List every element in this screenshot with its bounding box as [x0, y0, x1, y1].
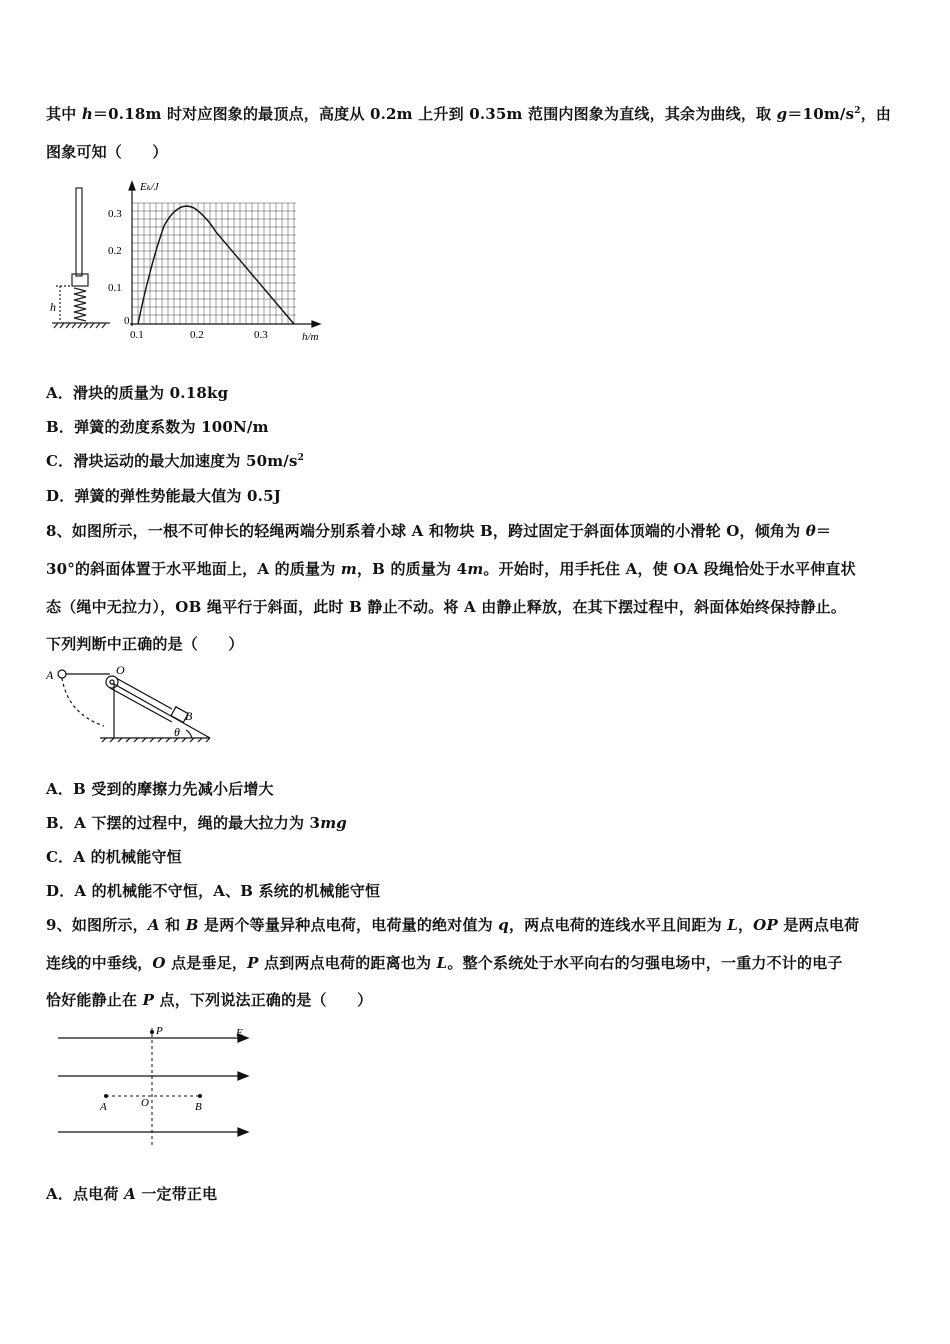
ek-grid	[132, 203, 296, 324]
q9-stem-line-1: 9、如图所示，A 和 B 是两个等量异种点电荷，电荷量的绝对值为 q，两点电荷的连线水平且间距为 L，OP 是两点电荷	[46, 916, 860, 934]
ball-a	[58, 670, 66, 678]
q9-stem-line-3: 恰好能静止在 P 点，下列说法正确的是（ ）	[46, 991, 373, 1009]
q7-stem-line-1: 其中 h＝0.18m 时对应图象的最顶点，高度从 0.2m 上升到 0.35m 范围内图象为直线，其余为曲线，取 $g=10m/s^2$，由	[46, 105, 892, 123]
y-tick: 0	[124, 315, 130, 327]
charge-b	[198, 1094, 202, 1098]
q8-option-a: A．B 受到的摩擦力先减小后增大	[46, 780, 274, 798]
q9-stem-line-2: 连线的中垂线，O 点是垂足，P 点到两点电荷的距离也为 L。整个系统处于水平向右的匀强电场中，一重力不计的电子	[46, 954, 843, 972]
q8-stem-line-2: 30°的斜面体置于水平地面上，A 的质量为 m，B 的质量为 4m。开始时，用手托住 A，使 OA 段绳恰处于水平伸直状	[46, 560, 856, 578]
rope-ob	[116, 678, 172, 709]
q9-option-a: A．点电荷 A 一定带正电	[46, 1185, 218, 1203]
incline	[114, 684, 210, 738]
q7-option-d: D．弹簧的弹性势能最大值为 0.5J	[46, 487, 282, 505]
label-e: E	[236, 1027, 243, 1039]
q8-option-c: C．A 的机械能守恒	[46, 848, 182, 866]
q7-option-b: B．弹簧的劲度系数为 100N/m	[46, 418, 269, 436]
y-tick: 0.1	[108, 282, 122, 294]
q8-figure	[44, 662, 224, 752]
q7-option-c: C．滑块运动的最大加速度为 $50m/s^2$	[46, 452, 305, 470]
x-tick: 0.1	[130, 329, 144, 341]
label-b: B	[185, 709, 193, 723]
charge-a	[104, 1094, 108, 1098]
q7-option-a: A．滑块的质量为 0.18kg	[46, 384, 229, 402]
q8-stem-line-1: 8、如图所示，一根不可伸长的轻绳两端分别系着小球 A 和物块 B，跨过固定于斜面体顶端的小滑轮 O，倾角为 θ＝	[46, 522, 832, 540]
x-tick: 0.3	[254, 329, 268, 341]
q7-stem-line-2: 图象可知（ ）	[46, 143, 168, 161]
q8-option-d: D．A 的机械能不守恒，A、B 系统的机械能守恒	[46, 882, 381, 900]
spring-apparatus	[52, 188, 110, 328]
q7-figure	[46, 176, 336, 352]
q8-stem-line-4: 下列判断中正确的是（ ）	[46, 635, 244, 653]
point-p	[150, 1030, 154, 1034]
ek-axes	[129, 182, 320, 327]
y-tick: 0.2	[108, 245, 122, 257]
label-o: O	[141, 1097, 149, 1109]
label-a: A	[46, 668, 54, 682]
label-a: A	[100, 1101, 107, 1113]
x-tick: 0.2	[190, 329, 204, 341]
label-b: B	[195, 1101, 202, 1113]
label-p: P	[156, 1025, 163, 1037]
label-theta: θ	[174, 725, 180, 739]
q9-figure	[50, 1020, 260, 1154]
q8-option-b: B．A 下摆的过程中，绳的最大拉力为 3mg	[46, 814, 347, 832]
q8-stem-line-3: 态（绳中无拉力），OB 绳平行于斜面，此时 B 静止不动。将 A 由静止释放，在其下摆过程中，斜面体始终保持静止。	[46, 598, 847, 616]
swing-path	[62, 678, 104, 726]
y-axis-label: Eₖ/J	[140, 181, 159, 193]
x-axis-label: h/m	[302, 331, 319, 343]
label-o: O	[116, 663, 125, 677]
y-tick: 0.3	[108, 208, 122, 220]
spring-h-label: h	[50, 300, 56, 314]
